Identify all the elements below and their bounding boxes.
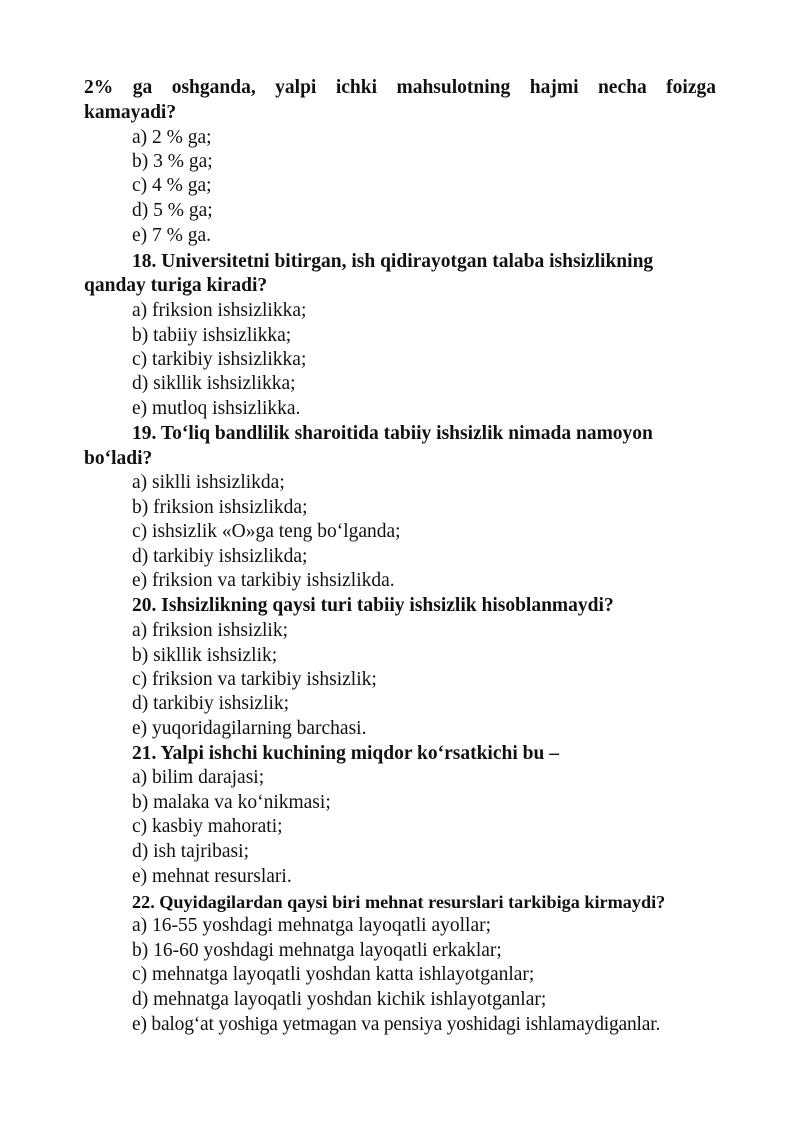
question-19-text-line-2: bo‘ladi?: [84, 448, 153, 469]
question-21-option-d: d) ish tajribasi;: [132, 841, 249, 862]
question-17-option-d: d) 5 % ga;: [132, 200, 213, 221]
question-19-option-d: d) tarkibiy ishsizlikda;: [132, 546, 308, 567]
question-18-option-a: a) friksion ishsizlikka;: [132, 300, 307, 321]
question-19-option-e: e) friksion va tarkibiy ishsizlikda.: [132, 570, 395, 591]
question-21-option-c: c) kasbiy mahorati;: [132, 816, 283, 837]
question-22-option-b: b) 16-60 yoshdagi mehnatga layoqatli erkaklar;: [132, 940, 502, 961]
question-19-option-c: c) ishsizlik «O»ga teng bo‘lganda;: [132, 521, 401, 542]
question-19-option-b: b) friksion ishsizlikda;: [132, 497, 308, 518]
question-18-text-line-1: 18. Universitetni bitirgan, ish qidirayotgan talaba ishsizlikning: [132, 251, 654, 272]
question-19-option-a: a) siklli ishsizlikda;: [132, 472, 285, 493]
question-20-option-e: e) yuqoridagilarning barchasi.: [132, 718, 367, 739]
question-21-option-b: b) malaka va ko‘nikmasi;: [132, 792, 331, 813]
question-22-option-e: e) balog‘at yoshiga yetmagan va pensiya yoshidagi ishlamaydiganlar.: [132, 1014, 661, 1035]
question-22-option-c: c) mehnatga layoqatli yoshdan katta ishlayotganlar;: [132, 964, 535, 985]
question-20-option-c: c) friksion va tarkibiy ishsizlik;: [132, 669, 377, 690]
question-18-option-e: e) mutloq ishsizlikka.: [132, 398, 301, 419]
question-17-text-line-2: kamayadi?: [84, 102, 177, 123]
question-20-option-b: b) sikllik ishsizlik;: [132, 645, 278, 666]
question-20-option-a: a) friksion ishsizlik;: [132, 620, 288, 641]
question-17-option-c: c) 4 % ga;: [132, 175, 212, 196]
question-18-option-d: d) sikllik ishsizlikka;: [132, 373, 296, 394]
question-21-option-a: a) bilim darajasi;: [132, 767, 265, 788]
question-22-option-a: a) 16-55 yoshdagi mehnatga layoqatli ayollar;: [132, 915, 492, 936]
question-17-text-line-1: 2% ga oshganda, yalpi ichki mahsulotning hajmi necha foizga: [84, 77, 716, 98]
question-20-option-d: d) tarkibiy ishsizlik;: [132, 693, 290, 714]
question-19-text-line-1: 19. To‘liq bandlilik sharoitida tabiiy ishsizlik nimada namoyon: [132, 423, 653, 444]
question-18-text-line-2: qanday turiga kiradi?: [84, 275, 268, 296]
question-21-option-e: e) mehnat resurslari.: [132, 866, 292, 887]
question-17-option-a: a) 2 % ga;: [132, 127, 212, 148]
question-22-text: 22. Quyidagilardan qaysi biri mehnat resurslari tarkibiga kirmaydi?: [132, 892, 666, 912]
question-21-text: 21. Yalpi ishchi kuchining miqdor ko‘rsatkichi bu –: [132, 743, 559, 764]
question-20-text: 20. Ishsizlikning qaysi turi tabiiy ishsizlik hisoblanmaydi?: [132, 595, 614, 616]
question-18-option-b: b) tabiiy ishsizlikka;: [132, 325, 292, 346]
question-17-option-b: b) 3 % ga;: [132, 151, 213, 172]
question-17-option-e: e) 7 % ga.: [132, 225, 212, 246]
question-22-option-d: d) mehnatga layoqatli yoshdan kichik ishlayotganlar;: [132, 989, 547, 1010]
question-18-option-c: c) tarkibiy ishsizlikka;: [132, 349, 307, 370]
